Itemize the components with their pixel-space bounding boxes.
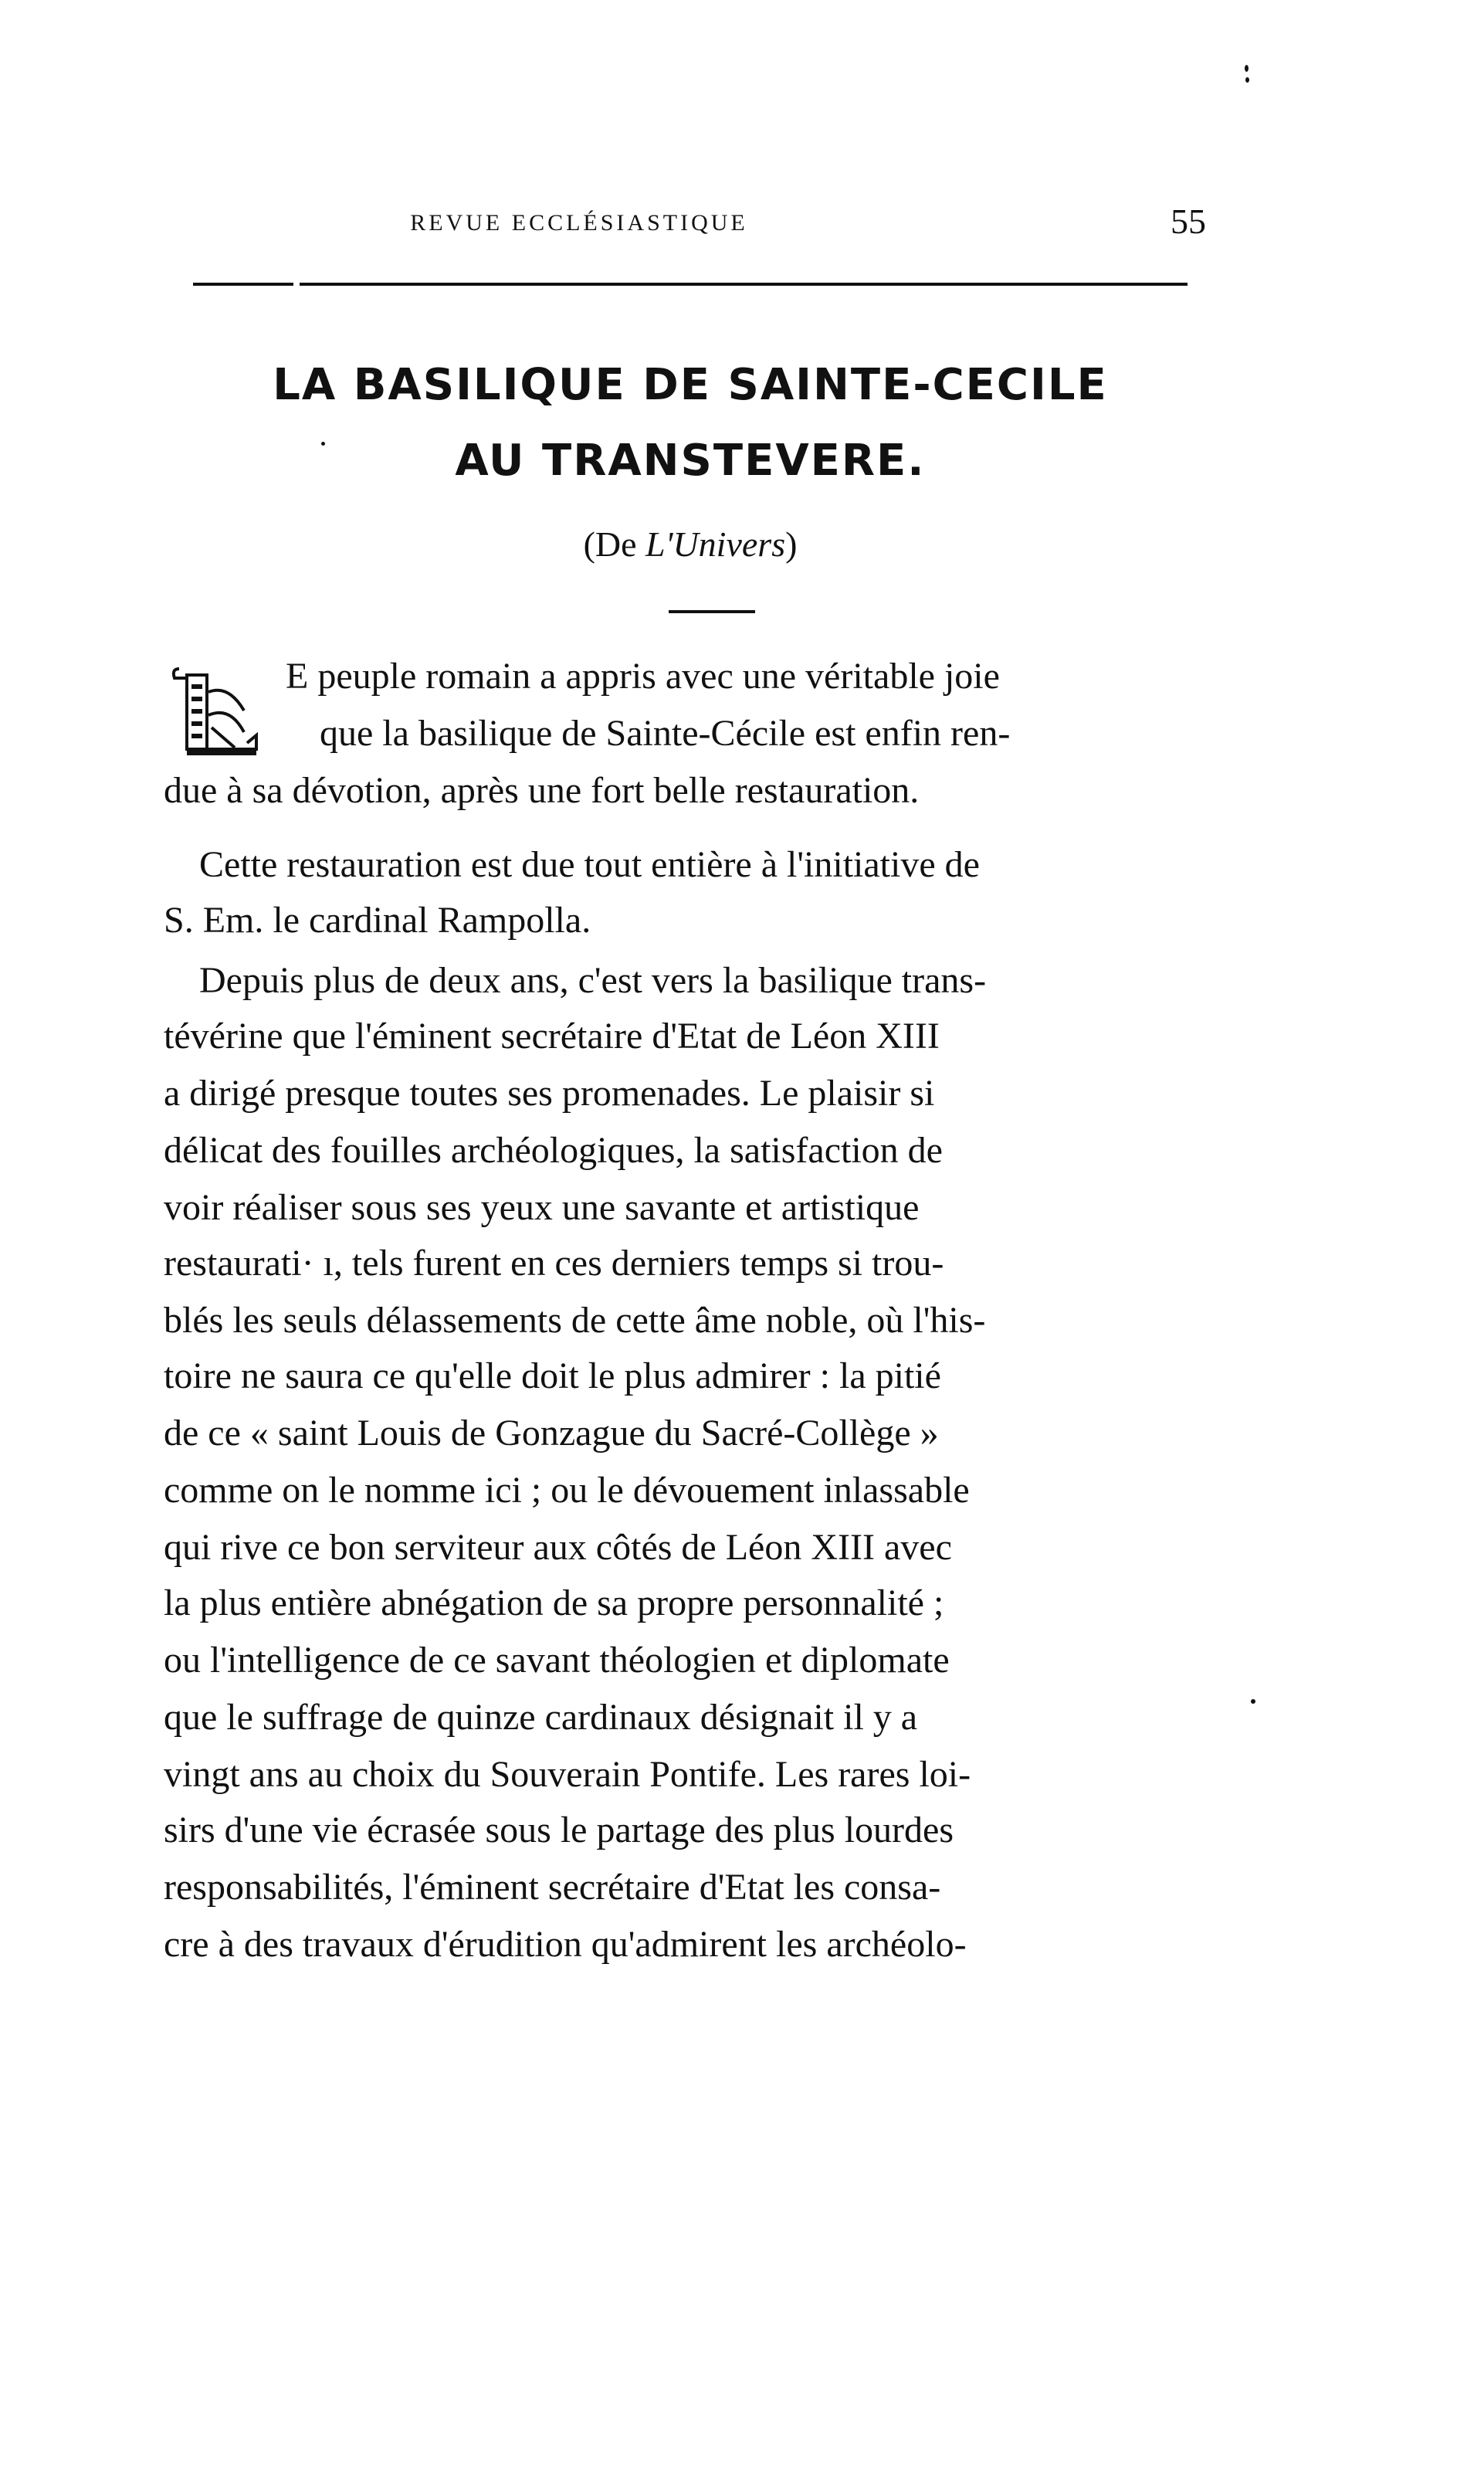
ornamental-dropcap: [164, 661, 264, 762]
ink-speck: [1251, 1699, 1255, 1704]
text-line: Cette restauration est due tout entière à l'initiative de: [199, 844, 980, 885]
header-rule: [193, 283, 1188, 286]
text-line: vingt ans au choix du Souverain Pontife. Les rares loi-: [164, 1754, 971, 1795]
article-title-line-1: LA BASILIQUE DE SAINTE-CECILE: [273, 360, 1108, 410]
text-line: la plus entière abnégation de sa propre personnalité ;: [164, 1582, 944, 1623]
text-line: que la basilique de Sainte-Cécile est enfin ren-: [320, 713, 1011, 754]
text-line: a dirigé presque toutes ses promenades. Le plaisir si: [164, 1073, 935, 1114]
text-line: responsabilités, l'éminent secrétaire d'Etat les consa-: [164, 1867, 941, 1908]
text-line: que le suffrage de quinze cardinaux désignait il y a: [164, 1697, 918, 1738]
page-number: 55: [1171, 202, 1206, 241]
running-title: REVUE ECCLÉSIASTIQUE: [410, 210, 748, 236]
text-line: qui rive ce bon serviteur aux côtés de Léon XIII avec: [164, 1527, 952, 1568]
source-rule: [669, 610, 755, 613]
article-title-line-2: AU TRANSTEVERE.: [455, 436, 926, 486]
source-name: L'Univers: [645, 524, 786, 564]
text-line: comme on le nomme ici ; ou le dévouement inlassable: [164, 1470, 970, 1511]
text-line: délicat des fouilles archéologiques, la satisfaction de: [164, 1130, 943, 1171]
text-line: de ce « saint Louis de Gonzague du Sacré-Collège »: [164, 1413, 939, 1454]
text-line: Depuis plus de deux ans, c'est vers la basilique trans-: [199, 960, 987, 1001]
text-line: E peuple romain a appris avec une véritable joie: [286, 656, 1000, 697]
source-open: (De: [583, 524, 646, 564]
text-line: blés les seuls délassements de cette âme noble, où l'his-: [164, 1300, 986, 1341]
ink-speck: [1245, 65, 1249, 72]
running-head: [193, 202, 1206, 252]
article-source: [193, 524, 1188, 565]
source-close: ): [785, 524, 798, 564]
text-line: restaurati· ı, tels furent en ces derniers temps si trou-: [164, 1243, 944, 1284]
text-line: voir réaliser sous ses yeux une savante et artistique: [164, 1187, 920, 1228]
text-line: cre à des travaux d'érudition qu'admirent les archéolo-: [164, 1924, 967, 1965]
text-line: tévérine que l'éminent secrétaire d'Etat de Léon XIII: [164, 1016, 940, 1057]
text-line: ou l'intelligence de ce savant théologien et diplomate: [164, 1640, 950, 1681]
text-line: toire ne saura ce qu'elle doit le plus admirer : la pitié: [164, 1355, 941, 1396]
text-line: due à sa dévotion, après une fort belle restauration.: [164, 770, 920, 811]
text-line: S. Em. le cardinal Rampolla.: [164, 900, 591, 941]
ink-speck: [1245, 77, 1249, 83]
text-line: sirs d'une vie écrasée sous le partage des plus lourdes: [164, 1810, 954, 1850]
